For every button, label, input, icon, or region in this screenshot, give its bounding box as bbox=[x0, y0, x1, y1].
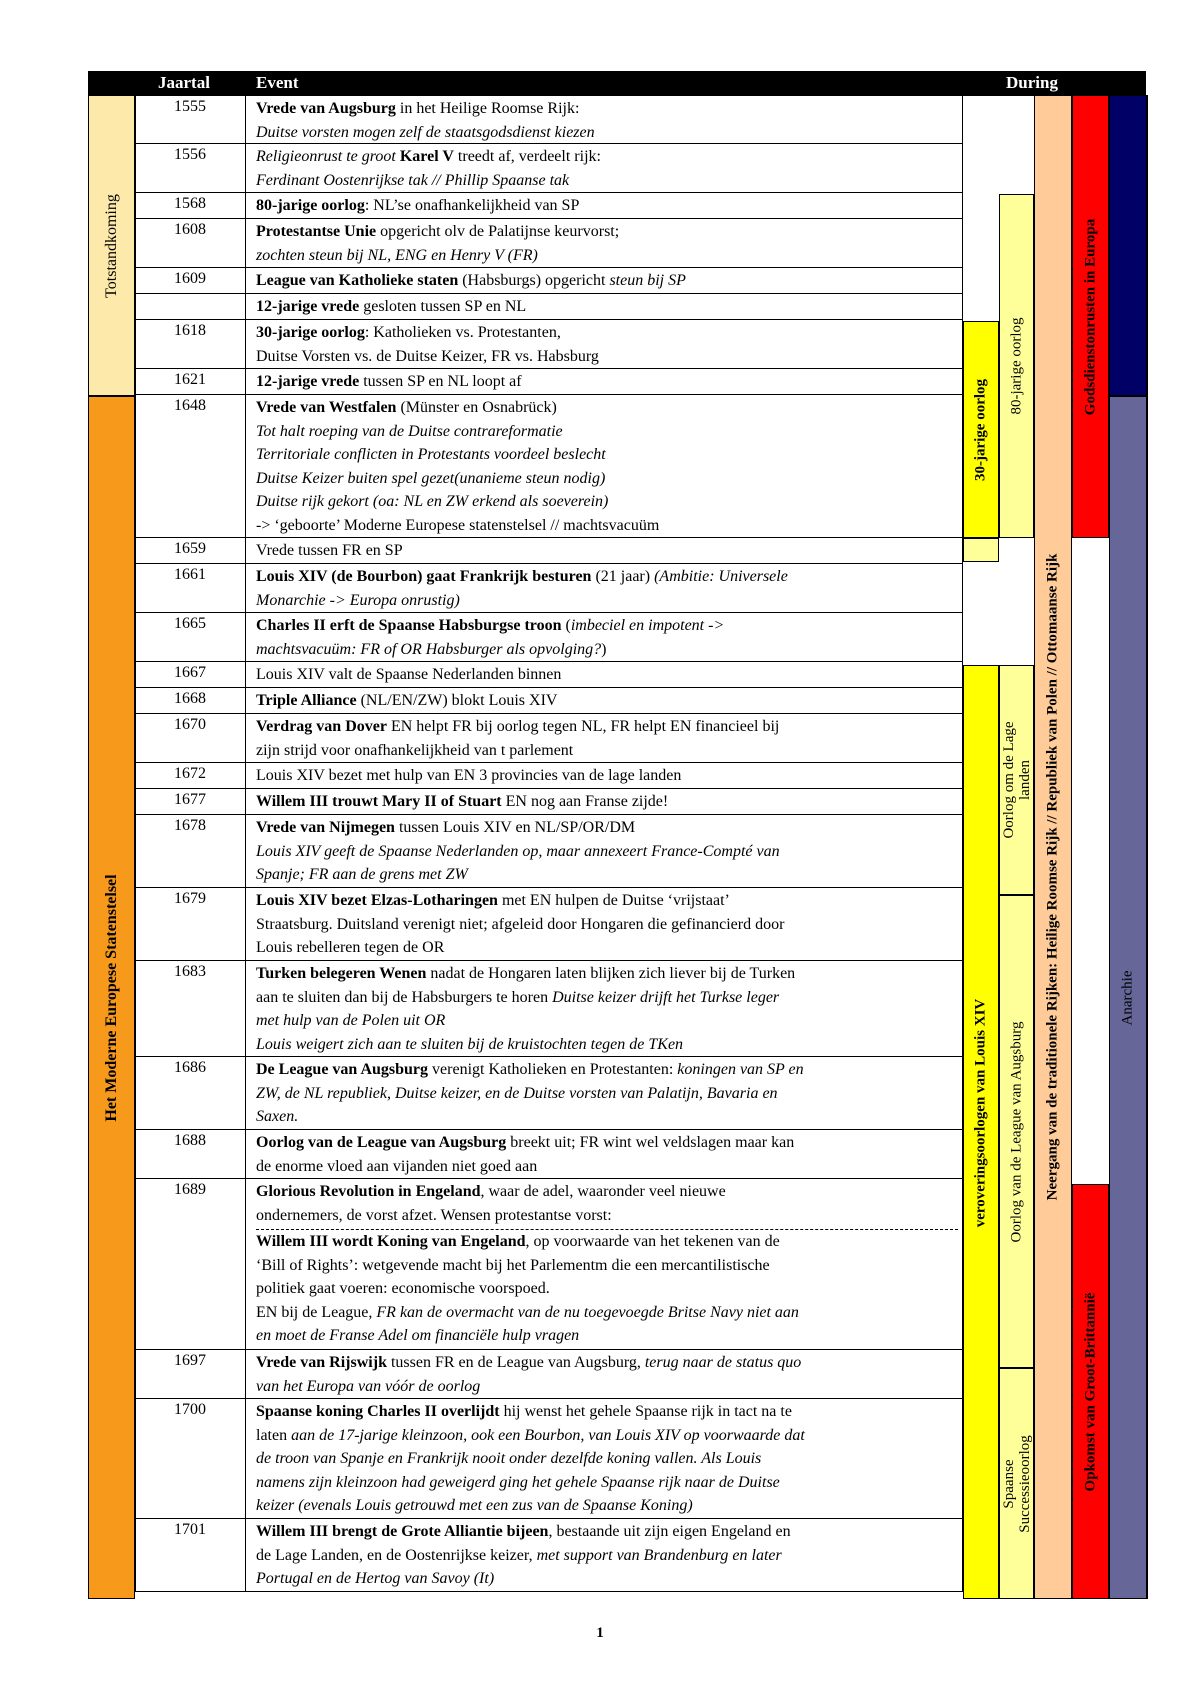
table-row bbox=[135, 961, 963, 1057]
row-event bbox=[256, 763, 958, 788]
event-line: Duitse rijk gekort (oa: NL en ZW erkend als soeverein) bbox=[256, 493, 609, 510]
bar-oorlog-lage-landen bbox=[999, 665, 1034, 895]
event-line: namens zijn kleinzoon had geweigerd ging het gehele Spaanse rijk naar de Duitse bbox=[256, 1473, 780, 1491]
event-line: ‘Bill of Rights’: wetgevende macht bij het Parlementm die een mercantilistische bbox=[256, 1256, 770, 1274]
event-line: Willem III wordt Koning van Engeland, op voorwaarde van het tekenen van de bbox=[256, 1233, 780, 1250]
event-line: Willem III brengt de Grote Alliantie bijeen, bestaande uit zijn eigen Engeland en bbox=[256, 1523, 791, 1540]
event-line: Vrede van Augsburg in het Heilige Roomse Rijk: bbox=[256, 100, 580, 117]
row-year: 1667 bbox=[136, 662, 246, 687]
table-row bbox=[135, 294, 963, 320]
event-line: Territoriale conflicten in Protestants voordeel beslecht bbox=[256, 446, 606, 463]
row-event bbox=[256, 369, 958, 394]
event-line: Glorious Revolution in Engeland, waar de adel, waaronder veel nieuwe bbox=[256, 1183, 726, 1200]
table-row bbox=[135, 538, 963, 564]
table-row bbox=[135, 320, 963, 369]
row-year bbox=[136, 294, 246, 319]
era-totstandkoming bbox=[88, 95, 135, 396]
bar-oorlog-league-augsburg bbox=[999, 895, 1034, 1368]
table-row bbox=[135, 369, 963, 395]
event-line: de troon van Spanje en Frankrijk nooit onder dezelfde koning vallen. Als Louis bbox=[256, 1450, 762, 1467]
bar-navy bbox=[1109, 95, 1147, 396]
table-row bbox=[135, 1057, 963, 1130]
table-row bbox=[135, 688, 963, 714]
table-row bbox=[135, 763, 963, 789]
bar-label: Opkomst van Groot-Brittannië bbox=[1082, 1292, 1098, 1491]
event-line: Vrede van Westfalen (Münster en Osnabrück) bbox=[256, 399, 557, 416]
row-event bbox=[256, 613, 958, 661]
row-event bbox=[256, 320, 958, 368]
table-row bbox=[135, 395, 963, 538]
row-event bbox=[256, 294, 958, 319]
bar-30-jarige-oorlog bbox=[963, 321, 999, 538]
table-row bbox=[135, 564, 963, 613]
event-line: Louis XIV valt de Spaanse Nederlanden binnen bbox=[256, 666, 562, 683]
event-line: aan te sluiten dan bij de Habsburgers te horen Duitse keizer drijft het Turkse leger bbox=[256, 988, 780, 1006]
row-year: 1665 bbox=[136, 613, 246, 661]
row-year: 1659 bbox=[136, 538, 246, 563]
event-line: Duitse vorsten mogen zelf de staatsgodsdienst kiezen bbox=[256, 123, 595, 141]
row-year: 1678 bbox=[136, 815, 246, 887]
row-year: 1621 bbox=[136, 369, 246, 394]
row-year: 1683 bbox=[136, 961, 246, 1056]
bar-label: Oorlog om de Lage landen bbox=[1000, 721, 1033, 839]
table-row bbox=[135, 219, 963, 268]
table-row bbox=[135, 888, 963, 961]
table-row bbox=[135, 815, 963, 888]
event-line: de Lage Landen, en de Oostenrijkse keizer, met support van Brandenburg en later bbox=[256, 1546, 782, 1564]
event-line: Duitse Vorsten vs. de Duitse Keizer, FR vs. Habsburg bbox=[256, 347, 599, 365]
event-line: Louis rebelleren tegen de OR bbox=[256, 939, 445, 956]
event-line: met hulp van de Polen uit OR bbox=[256, 1012, 446, 1029]
event-line: zochten steun bij NL, ENG en Henry V (FR) bbox=[256, 246, 538, 264]
bar-30-jarige-oorlog-tail bbox=[963, 538, 999, 562]
table-row bbox=[135, 268, 963, 294]
row-event bbox=[256, 538, 958, 563]
table-row bbox=[135, 1130, 963, 1179]
row-event bbox=[256, 714, 958, 762]
row-year: 1672 bbox=[136, 763, 246, 788]
bar-label: 30-jarige oorlog bbox=[972, 378, 989, 481]
header-during: During bbox=[1006, 73, 1058, 92]
event-line: Vrede tussen FR en SP bbox=[256, 542, 403, 559]
event-line: de enorme vloed aan vijanden niet goed aan bbox=[256, 1157, 538, 1175]
event-line: EN bij de League, FR kan de overmacht van de nu toegevoegde Britse Navy niet aan bbox=[256, 1303, 799, 1321]
event-line: keizer (evenals Louis getrouwd met een zus van de Spaanse Koning) bbox=[256, 1497, 693, 1514]
row-event bbox=[256, 144, 958, 192]
event-line: Monarchie -> Europa onrustig) bbox=[256, 591, 460, 609]
event-line: Louis XIV bezet met hulp van EN 3 provincies van de lage landen bbox=[256, 767, 682, 784]
header-jaartal: Jaartal bbox=[158, 73, 210, 92]
bar-label: Anarchie bbox=[1119, 970, 1136, 1025]
event-line: League van Katholieke staten (Habsburgs) opgericht steun bij SP bbox=[256, 272, 686, 289]
row-event bbox=[256, 1057, 958, 1129]
table-row bbox=[135, 1350, 963, 1399]
row-event bbox=[256, 268, 958, 293]
event-line: Charles II erft de Spaanse Habsburgse troon (imbeciel en impotent -> bbox=[256, 617, 725, 634]
event-line: en moet de Franse Adel om financiële hulp vragen bbox=[256, 1327, 580, 1344]
row-event bbox=[256, 815, 958, 887]
event-line: Straatsburg. Duitsland verenigt niet; afgeleid door Hongaren die gefinancierd door bbox=[256, 915, 785, 933]
event-line: -> ‘geboorte’ Moderne Europese statenstelsel // machtsvacuüm bbox=[256, 516, 660, 534]
bar-neergang-traditionele-rijken bbox=[1034, 95, 1072, 1599]
bar-label: Spaanse Successieoorlog bbox=[1000, 1434, 1033, 1533]
row-event bbox=[256, 1130, 958, 1178]
bar-godsdienstonrusten bbox=[1072, 95, 1109, 538]
event-line: Louis XIV (de Bourbon) gaat Frankrijk besturen (21 jaar) (Ambitie: Universele bbox=[256, 568, 788, 585]
event-line: Louis XIV geeft de Spaanse Nederlanden op, maar annexeert France-Compté van bbox=[256, 842, 780, 860]
row-event bbox=[256, 888, 958, 960]
row-year: 1700 bbox=[136, 1399, 246, 1518]
row-event bbox=[256, 1350, 958, 1398]
row-year: 1677 bbox=[136, 789, 246, 814]
era-label: Totstandkoming bbox=[102, 193, 120, 298]
event-line: laten aan de 17-jarige kleinzoon, ook een Bourbon, van Louis XIV op voorwaarde dat bbox=[256, 1426, 805, 1444]
row-event bbox=[256, 193, 958, 218]
event-line: Spaanse koning Charles II overlijdt hij wenst het gehele Spaanse rijk in tact na te bbox=[256, 1403, 792, 1420]
event-line: Willem III trouwt Mary II of Stuart EN nog aan Franse zijde! bbox=[256, 793, 669, 810]
event-line: zijn strijd voor onafhankelijkheid van t parlement bbox=[256, 741, 574, 759]
bar-label: Neergang van de traditionele Rijken: Heilige Roomse Rijk // Republiek van Polen // Ottomaanse Rijk bbox=[1044, 553, 1061, 1201]
row-event bbox=[256, 96, 958, 144]
row-year: 1668 bbox=[136, 688, 246, 713]
event-line: Oorlog van de League van Augsburg breekt uit; FR wint wel veldslagen maar kan bbox=[256, 1134, 795, 1151]
event-line: 12-jarige vrede tussen SP en NL loopt af bbox=[256, 373, 522, 390]
event-line: Louis weigert zich aan te sluiten bij de kruistochten tegen de TKen bbox=[256, 1035, 684, 1053]
bar-anarchie bbox=[1109, 396, 1147, 1599]
event-line: Vrede van Rijswijk tussen FR en de League van Augsburg, terug naar de status quo bbox=[256, 1354, 802, 1371]
table-row bbox=[135, 193, 963, 219]
row-year: 1556 bbox=[136, 144, 246, 192]
row-event bbox=[256, 688, 958, 713]
bar-opkomst-groot-brittannie bbox=[1072, 1184, 1109, 1599]
row-event bbox=[256, 1399, 958, 1518]
event-line: 30-jarige oorlog: Katholieken vs. Protestanten, bbox=[256, 324, 561, 341]
event-line: Vrede van Nijmegen tussen Louis XIV en NL/SP/OR/DM bbox=[256, 819, 636, 836]
event-line: Duitse Keizer buiten spel gezet(unanieme steun nodig) bbox=[256, 469, 606, 487]
event-line: ondernemers, de vorst afzet. Wensen protestantse vorst: bbox=[256, 1206, 612, 1224]
row-event bbox=[256, 961, 958, 1056]
event-line: Turken belegeren Wenen nadat de Hongaren laten blijken zich liever bij de Turken bbox=[256, 965, 796, 982]
era-label: Het Moderne Europese Statenstelsel bbox=[102, 873, 120, 1122]
row-year: 1688 bbox=[136, 1130, 246, 1178]
event-line: Triple Alliance (NL/EN/ZW) blokt Louis XIV bbox=[256, 692, 558, 709]
table-row bbox=[135, 714, 963, 763]
table-row bbox=[135, 613, 963, 662]
bar-label: 80-jarige oorlog bbox=[1008, 317, 1024, 415]
bar-spaanse-successieoorlog bbox=[999, 1368, 1034, 1599]
event-line: ZW, de NL republiek, Duitse keizer, en de Duitse vorsten van Palatijn, Bavaria en bbox=[256, 1084, 778, 1102]
row-year: 1689 bbox=[136, 1179, 246, 1349]
table-row bbox=[135, 662, 963, 688]
row-year: 1608 bbox=[136, 219, 246, 267]
bar-veroveringsoorlogen bbox=[963, 665, 999, 1599]
row-year: 1609 bbox=[136, 268, 246, 293]
row-year: 1686 bbox=[136, 1057, 246, 1129]
event-line: Louis XIV bezet Elzas-Lotharingen met EN hulpen de Duitse ‘vrijstaat’ bbox=[256, 892, 730, 909]
event-line: Verdrag van Dover EN helpt FR bij oorlog tegen NL, FR helpt EN financieel bij bbox=[256, 718, 780, 735]
row-year: 1670 bbox=[136, 714, 246, 762]
event-line: van het Europa van vóór de oorlog bbox=[256, 1377, 481, 1395]
event-line: 80-jarige oorlog: NL’se onafhankelijkheid van SP bbox=[256, 197, 580, 214]
row-event bbox=[256, 1519, 958, 1591]
bar-label: Oorlog van de League van Augsburg bbox=[1008, 1021, 1024, 1242]
event-line: 12-jarige vrede gesloten tussen SP en NL bbox=[256, 298, 527, 315]
row-event bbox=[256, 789, 958, 814]
bar-label: veroveringsoorlogen van Louis XIV bbox=[972, 999, 989, 1228]
row-event bbox=[256, 395, 958, 537]
row-event bbox=[256, 564, 958, 612]
table-row bbox=[135, 144, 963, 193]
row-event bbox=[256, 662, 958, 687]
event-line: Portugal en de Hertog van Savoy (It) bbox=[256, 1570, 495, 1587]
row-year: 1555 bbox=[136, 96, 246, 143]
header-event: Event bbox=[256, 73, 299, 92]
row-year: 1618 bbox=[136, 320, 246, 368]
table-row bbox=[135, 1519, 963, 1592]
bar-label: Godsdienstonrusten in Europa bbox=[1082, 218, 1098, 415]
table-row bbox=[135, 1399, 963, 1519]
era-moderne-statenstelsel bbox=[88, 396, 135, 1599]
event-line: De League van Augsburg verenigt Katholieken en Protestanten: koningen van SP en bbox=[256, 1061, 804, 1078]
event-line: politiek gaat voeren: economische voorspoed. bbox=[256, 1280, 550, 1297]
event-line: Spanje; FR aan de grens met ZW bbox=[256, 866, 468, 883]
event-line: Protestantse Unie opgericht olv de Palatijnse keurvorst; bbox=[256, 223, 620, 240]
event-line: machtsvacuüm: FR of OR Habsburger als opvolging?) bbox=[256, 640, 607, 658]
row-year: 1648 bbox=[136, 395, 246, 537]
row-year: 1661 bbox=[136, 564, 246, 612]
row-year: 1701 bbox=[136, 1519, 246, 1591]
table-row bbox=[135, 1179, 963, 1350]
table-row bbox=[135, 95, 963, 144]
page-number: 1 bbox=[596, 1625, 604, 1641]
table-row bbox=[135, 789, 963, 815]
row-year: 1568 bbox=[136, 193, 246, 218]
row-year: 1679 bbox=[136, 888, 246, 960]
row-year: 1697 bbox=[136, 1350, 246, 1398]
event-line: Religieonrust te groot Karel V treedt af, verdeelt rijk: bbox=[256, 148, 601, 165]
table-header bbox=[88, 71, 1146, 95]
bar-80-jarige-oorlog bbox=[999, 194, 1034, 538]
event-line: Ferdinant Oostenrijkse tak // Phillip Spaanse tak bbox=[256, 171, 570, 189]
event-line: Tot halt roeping van de Duitse contrareformatie bbox=[256, 422, 563, 440]
row-event bbox=[256, 219, 958, 267]
event-line: Saxen. bbox=[256, 1108, 299, 1125]
row-event bbox=[256, 1179, 958, 1348]
